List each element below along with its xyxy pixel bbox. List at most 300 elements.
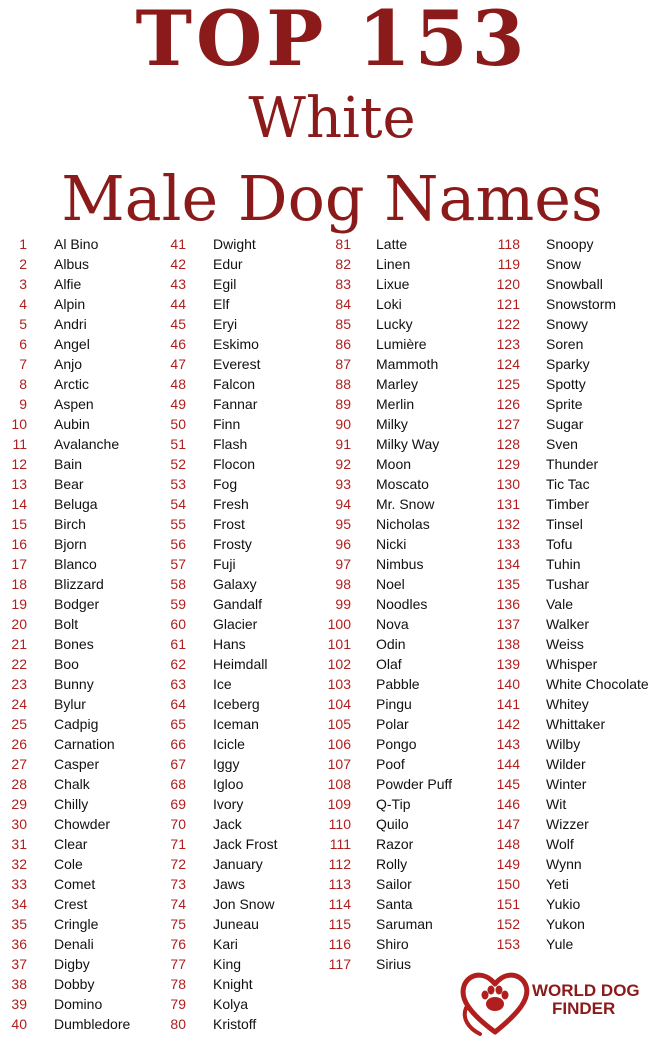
- list-item-name: Snowball: [546, 276, 603, 292]
- list-item-name: Lumière: [376, 336, 427, 352]
- heart-paw-icon: [458, 968, 532, 1038]
- list-item-name: Iceman: [213, 716, 259, 732]
- list-item-number: 81: [335, 236, 351, 252]
- list-item-name: Hans: [213, 636, 246, 652]
- list-item-number: 134: [496, 556, 520, 572]
- list-item-number: 14: [11, 496, 27, 512]
- list-item-number: 13: [11, 476, 27, 492]
- list-item-name: Wolf: [546, 836, 574, 852]
- list-item-name: Juneau: [213, 916, 259, 932]
- list-item-number: 33: [11, 876, 27, 892]
- world-dog-finder-logo: [458, 968, 658, 1038]
- list-item-number: 73: [170, 876, 186, 892]
- list-item-name: Nova: [376, 616, 409, 632]
- list-item-number: 126: [496, 396, 520, 412]
- list-item-number: 132: [496, 516, 520, 532]
- list-item-name: Snow: [546, 256, 582, 272]
- list-item-name: Moon: [376, 456, 412, 472]
- list-item-name: Snowy: [546, 316, 589, 332]
- list-item-number: 55: [170, 516, 186, 532]
- list-item-name: Sugar: [546, 416, 584, 432]
- list-item-number: 85: [335, 316, 351, 332]
- list-item-name: Kolya: [213, 996, 249, 1012]
- list-item-name: Moscato: [376, 476, 429, 492]
- list-item-name: Snoopy: [546, 236, 594, 252]
- list-item-number: 98: [335, 576, 351, 592]
- list-item-number: 54: [170, 496, 186, 512]
- list-item-name: Tic Tac: [546, 476, 590, 492]
- list-item-name: Elf: [213, 296, 230, 312]
- list-item-name: Snowstorm: [546, 296, 617, 312]
- list-item-name: Andri: [54, 316, 87, 332]
- list-item-number: 138: [496, 636, 520, 652]
- list-item-number: 101: [327, 636, 351, 652]
- list-item-name: Falcon: [213, 376, 256, 392]
- list-item-name: Whisper: [546, 656, 598, 672]
- list-item-name: Quilo: [376, 816, 409, 832]
- list-item-name: Lucky: [376, 316, 413, 332]
- list-item-number: 105: [327, 716, 351, 732]
- list-item-number: 135: [496, 576, 520, 592]
- list-item-name: Egil: [213, 276, 237, 292]
- title-line-1: TOP 153: [135, 0, 529, 83]
- list-item-number: 47: [170, 356, 186, 372]
- list-item-number: 34: [11, 896, 27, 912]
- list-item-number: 112: [328, 856, 351, 872]
- list-item-name: Carnation: [54, 736, 115, 752]
- list-item-number: 102: [327, 656, 351, 672]
- list-item-number: 77: [170, 956, 186, 972]
- list-item-number: 42: [170, 256, 186, 272]
- list-item-number: 100: [327, 616, 351, 632]
- list-item-name: Bunny: [54, 676, 94, 692]
- list-item-number: 51: [170, 436, 186, 452]
- list-item-number: 90: [335, 416, 351, 432]
- list-item-number: 56: [170, 536, 186, 552]
- list-item-number: 74: [170, 896, 186, 912]
- list-item-number: 75: [170, 916, 186, 932]
- list-item-number: 82: [335, 256, 351, 272]
- list-item-number: 17: [11, 556, 27, 572]
- list-item-name: Aspen: [54, 396, 94, 412]
- list-item-number: 151: [496, 896, 520, 912]
- list-item-name: Chilly: [54, 796, 89, 812]
- list-item-name: Walker: [546, 616, 590, 632]
- list-item-name: Winter: [546, 776, 587, 792]
- list-item-number: 148: [496, 836, 520, 852]
- list-item-number: 63: [170, 676, 186, 692]
- list-item-name: Digby: [54, 956, 90, 972]
- list-item-name: Al Bino: [54, 236, 99, 252]
- list-item-number: 36: [11, 936, 27, 952]
- list-item-number: 60: [170, 616, 186, 632]
- list-item-name: Bjorn: [54, 536, 87, 552]
- list-item-number: 141: [496, 696, 520, 712]
- list-item-name: Arctic: [54, 376, 89, 392]
- list-item-name: Cadpig: [54, 716, 99, 732]
- list-item-number: 89: [335, 396, 351, 412]
- list-item-name: Wilder: [546, 756, 586, 772]
- list-item-name: Fannar: [213, 396, 258, 412]
- list-item-name: Icicle: [213, 736, 245, 752]
- list-item-name: Flocon: [213, 456, 256, 472]
- list-item-name: Eskimo: [213, 336, 259, 352]
- list-item-name: January: [213, 856, 263, 872]
- list-item-number: 120: [496, 276, 520, 292]
- list-item-name: Loki: [376, 296, 402, 312]
- list-item-name: Jack Frost: [213, 836, 278, 852]
- list-item-name: Nicki: [376, 536, 407, 552]
- list-item-number: 92: [335, 456, 351, 472]
- list-item-name: Fuji: [213, 556, 236, 572]
- list-item-name: Alpin: [54, 296, 86, 312]
- list-item-name: Noodles: [376, 596, 428, 612]
- list-item-number: 137: [496, 616, 520, 632]
- list-item-name: Powder Puff: [376, 776, 453, 792]
- list-item-number: 118: [497, 236, 520, 252]
- list-item-number: 121: [496, 296, 520, 312]
- list-item-name: Beluga: [54, 496, 98, 512]
- list-item-name: Poof: [376, 756, 405, 772]
- list-item-name: Bear: [54, 476, 84, 492]
- list-item-name: Comet: [54, 876, 96, 892]
- list-item-name: Sailor: [376, 876, 412, 892]
- list-item-name: Bolt: [54, 616, 79, 632]
- list-item-number: 37: [11, 956, 27, 972]
- logo-text: [532, 982, 658, 1018]
- list-item-number: 43: [170, 276, 186, 292]
- list-item-number: 95: [335, 516, 351, 532]
- list-item-number: 93: [335, 476, 351, 492]
- list-item-name: Timber: [546, 496, 590, 512]
- list-item-name: Marley: [376, 376, 419, 392]
- list-item-number: 115: [328, 916, 351, 932]
- list-item-name: Wilby: [546, 736, 581, 752]
- list-item-name: Edur: [213, 256, 243, 272]
- list-item-number: 59: [170, 596, 186, 612]
- list-item-number: 30: [11, 816, 27, 832]
- list-item-number: 83: [335, 276, 351, 292]
- list-item-name: Bain: [54, 456, 83, 472]
- logo-line-1: WORLD DOG: [532, 981, 640, 1000]
- list-item-number: 62: [170, 656, 186, 672]
- list-item-name: Bones: [54, 636, 94, 652]
- list-item-name: Milky: [376, 416, 408, 432]
- list-item-number: 52: [170, 456, 186, 472]
- list-item-number: 29: [11, 796, 27, 812]
- list-item-number: 50: [170, 416, 186, 432]
- list-item-number: 131: [496, 496, 520, 512]
- list-item-name: Frost: [213, 516, 245, 532]
- list-item-name: Angel: [54, 336, 90, 352]
- list-item-name: Rolly: [376, 856, 408, 872]
- list-item-name: Linen: [376, 256, 411, 272]
- list-item-name: Sirius: [376, 956, 412, 972]
- list-item-number: 99: [335, 596, 351, 612]
- list-item-number: 122: [496, 316, 520, 332]
- list-item-name: Igloo: [213, 776, 244, 792]
- list-item-number: 142: [496, 716, 520, 732]
- list-item-name: Latte: [376, 236, 408, 252]
- list-item-name: Dobby: [54, 976, 95, 992]
- list-item-name: Everest: [213, 356, 261, 372]
- list-item-name: Blanco: [54, 556, 97, 572]
- title-line-2: White: [248, 86, 416, 151]
- list-item-name: Albus: [54, 256, 90, 272]
- list-item-name: Odin: [376, 636, 406, 652]
- list-item-number: 58: [170, 576, 186, 592]
- list-item-number: 46: [170, 336, 186, 352]
- list-item-name: Casper: [54, 756, 100, 772]
- list-item-name: Weiss: [546, 636, 584, 652]
- list-item-number: 39: [11, 996, 27, 1012]
- list-item-name: Pongo: [376, 736, 417, 752]
- list-item-number: 143: [496, 736, 520, 752]
- list-item-name: Tinsel: [546, 516, 583, 532]
- list-item-name: Finn: [213, 416, 241, 432]
- list-item-name: Chowder: [54, 816, 111, 832]
- list-item-number: 144: [496, 756, 520, 772]
- list-item-name: Blizzard: [54, 576, 104, 592]
- list-item-number: 140: [496, 676, 520, 692]
- list-item-number: 80: [170, 1016, 186, 1032]
- list-item-number: 128: [496, 436, 520, 452]
- list-item-name: Soren: [546, 336, 584, 352]
- list-item-name: Dumbledore: [54, 1016, 131, 1032]
- list-item-name: Olaf: [376, 656, 402, 672]
- list-item-number: 57: [170, 556, 186, 572]
- list-item-name: Vale: [546, 596, 573, 612]
- list-item-name: Lixue: [376, 276, 410, 292]
- list-item-number: 149: [496, 856, 520, 872]
- list-item-number: 7: [19, 356, 27, 372]
- list-item-name: Jaws: [213, 876, 245, 892]
- list-item-number: 139: [496, 656, 520, 672]
- list-item-number: 64: [170, 696, 186, 712]
- list-item-number: 97: [335, 556, 351, 572]
- list-item-name: Tuhin: [546, 556, 581, 572]
- list-item-name: Yukio: [546, 896, 581, 912]
- list-item-number: 26: [11, 736, 27, 752]
- list-item-number: 20: [11, 616, 27, 632]
- list-item-number: 12: [11, 456, 27, 472]
- list-item-name: Glacier: [213, 616, 258, 632]
- list-item-number: 65: [170, 716, 186, 732]
- list-item-name: Santa: [376, 896, 413, 912]
- list-item-name: Fog: [213, 476, 238, 492]
- list-item-number: 79: [170, 996, 186, 1012]
- list-item-number: 146: [496, 796, 520, 812]
- list-item-name: King: [213, 956, 242, 972]
- list-item-name: Fresh: [213, 496, 249, 512]
- list-item-name: Domino: [54, 996, 103, 1012]
- list-item-number: 86: [335, 336, 351, 352]
- list-item-number: 130: [496, 476, 520, 492]
- list-item-name: Heimdall: [213, 656, 268, 672]
- list-item-number: 78: [170, 976, 186, 992]
- list-item-number: 4: [19, 296, 27, 312]
- list-item-name: Milky Way: [376, 436, 440, 452]
- list-item-name: Nimbus: [376, 556, 424, 572]
- list-item-number: 127: [496, 416, 520, 432]
- list-item-number: 153: [496, 936, 520, 952]
- list-item-number: 53: [170, 476, 186, 492]
- list-item-name: Mammoth: [376, 356, 439, 372]
- list-item-number: 66: [170, 736, 186, 752]
- list-item-number: 76: [170, 936, 186, 952]
- logo-line-2: FINDER: [552, 999, 616, 1018]
- list-item-name: Polar: [376, 716, 409, 732]
- list-item-name: Gandalf: [213, 596, 263, 612]
- list-item-number: 106: [327, 736, 351, 752]
- list-item-name: White Chocolate: [546, 676, 649, 692]
- list-item-name: Frosty: [213, 536, 252, 552]
- list-item-number: 28: [11, 776, 27, 792]
- list-item-name: Saruman: [376, 916, 433, 932]
- list-item-name: Denali: [54, 936, 94, 952]
- list-item-number: 133: [496, 536, 520, 552]
- list-item-name: Chalk: [54, 776, 90, 792]
- list-item-name: Clear: [54, 836, 88, 852]
- list-item-number: 9: [19, 396, 27, 412]
- list-item-number: 116: [328, 936, 351, 952]
- list-item-number: 113: [328, 876, 351, 892]
- list-item-number: 16: [11, 536, 27, 552]
- list-item-number: 31: [11, 836, 27, 852]
- list-item-number: 87: [335, 356, 351, 372]
- list-item-name: Nicholas: [376, 516, 430, 532]
- list-item-number: 91: [335, 436, 351, 452]
- list-item-name: Yule: [546, 936, 574, 952]
- list-item-name: Tofu: [546, 536, 573, 552]
- list-item-number: 48: [170, 376, 186, 392]
- list-item-number: 15: [11, 516, 27, 532]
- list-item-number: 96: [335, 536, 351, 552]
- list-item-name: Sparky: [546, 356, 590, 372]
- list-item-name: Kristoff: [213, 1016, 257, 1032]
- list-item-number: 10: [11, 416, 27, 432]
- list-item-number: 145: [496, 776, 520, 792]
- list-item-name: Cole: [54, 856, 83, 872]
- list-item-number: 35: [11, 916, 27, 932]
- list-item-number: 110: [328, 816, 351, 832]
- list-item-number: 147: [496, 816, 520, 832]
- list-item-number: 124: [496, 356, 520, 372]
- list-item-name: Noel: [376, 576, 405, 592]
- list-item-number: 84: [335, 296, 351, 312]
- list-item-number: 45: [170, 316, 186, 332]
- list-item-number: 71: [170, 836, 186, 852]
- list-item-number: 111: [329, 836, 351, 852]
- list-item-number: 38: [11, 976, 27, 992]
- list-item-number: 49: [170, 396, 186, 412]
- list-item-number: 109: [327, 796, 351, 812]
- list-item-name: Jon Snow: [213, 896, 275, 912]
- list-item-number: 123: [496, 336, 520, 352]
- list-item-number: 94: [335, 496, 351, 512]
- list-item-name: Crest: [54, 896, 88, 912]
- list-item-name: Bylur: [54, 696, 86, 712]
- list-item-name: Cringle: [54, 916, 99, 932]
- list-item-name: Birch: [54, 516, 86, 532]
- list-item-number: 19: [11, 596, 27, 612]
- list-item-name: Anjo: [54, 356, 83, 372]
- list-item-number: 5: [19, 316, 27, 332]
- list-item-name: Spotty: [546, 376, 586, 392]
- list-item-number: 23: [11, 676, 27, 692]
- list-item-number: 107: [327, 756, 351, 772]
- list-item-name: Ivory: [213, 796, 244, 812]
- list-item-number: 3: [19, 276, 27, 292]
- list-item-number: 119: [497, 256, 520, 272]
- list-item-number: 69: [170, 796, 186, 812]
- list-item-number: 21: [11, 636, 27, 652]
- list-item-name: Pabble: [376, 676, 420, 692]
- title-line-3: Male Dog Names: [61, 162, 603, 235]
- list-item-name: Wynn: [546, 856, 582, 872]
- list-item-name: Wit: [546, 796, 567, 812]
- list-item-number: 27: [11, 756, 27, 772]
- list-item-name: Jack: [213, 816, 242, 832]
- list-item-name: Wizzer: [546, 816, 589, 832]
- list-item-number: 70: [170, 816, 186, 832]
- list-item-number: 1: [19, 236, 27, 252]
- list-item-name: Bodger: [54, 596, 100, 612]
- list-item-number: 41: [170, 236, 186, 252]
- list-item-number: 61: [170, 636, 186, 652]
- list-item-number: 68: [170, 776, 186, 792]
- list-item-name: Shiro: [376, 936, 409, 952]
- list-item-name: Merlin: [376, 396, 415, 412]
- list-item-number: 103: [327, 676, 351, 692]
- list-item-name: Sprite: [546, 396, 583, 412]
- list-item-number: 22: [11, 656, 27, 672]
- list-item-name: Knight: [213, 976, 253, 992]
- list-item-name: Razor: [376, 836, 414, 852]
- list-item-number: 8: [19, 376, 27, 392]
- list-item-number: 114: [328, 896, 351, 912]
- list-item-name: Galaxy: [213, 576, 257, 592]
- list-item-name: Whitey: [546, 696, 589, 712]
- list-item-name: Yeti: [546, 876, 569, 892]
- list-item-name: Iggy: [213, 756, 240, 772]
- list-item-number: 136: [496, 596, 520, 612]
- list-item-name: Yukon: [546, 916, 585, 932]
- list-item-name: Pingu: [376, 696, 412, 712]
- list-item-number: 2: [19, 256, 27, 272]
- list-item-number: 104: [327, 696, 351, 712]
- list-item-number: 152: [496, 916, 520, 932]
- list-item-number: 24: [11, 696, 27, 712]
- list-item-number: 150: [496, 876, 520, 892]
- list-item-name: Iceberg: [213, 696, 260, 712]
- list-item-name: Ice: [213, 676, 232, 692]
- list-item-name: Tushar: [546, 576, 590, 592]
- list-item-number: 108: [327, 776, 351, 792]
- list-item-number: 6: [19, 336, 27, 352]
- list-item-name: Sven: [546, 436, 578, 452]
- list-item-number: 44: [170, 296, 186, 312]
- list-item-name: Eryi: [213, 316, 238, 332]
- list-item-name: Dwight: [213, 236, 256, 252]
- list-item-number: 117: [328, 956, 351, 972]
- list-item-number: 40: [11, 1016, 27, 1032]
- list-item-name: Boo: [54, 656, 79, 672]
- list-item-name: Flash: [213, 436, 248, 452]
- list-item-name: Mr. Snow: [376, 496, 435, 512]
- list-item-name: Avalanche: [54, 436, 120, 452]
- list-item-number: 72: [170, 856, 186, 872]
